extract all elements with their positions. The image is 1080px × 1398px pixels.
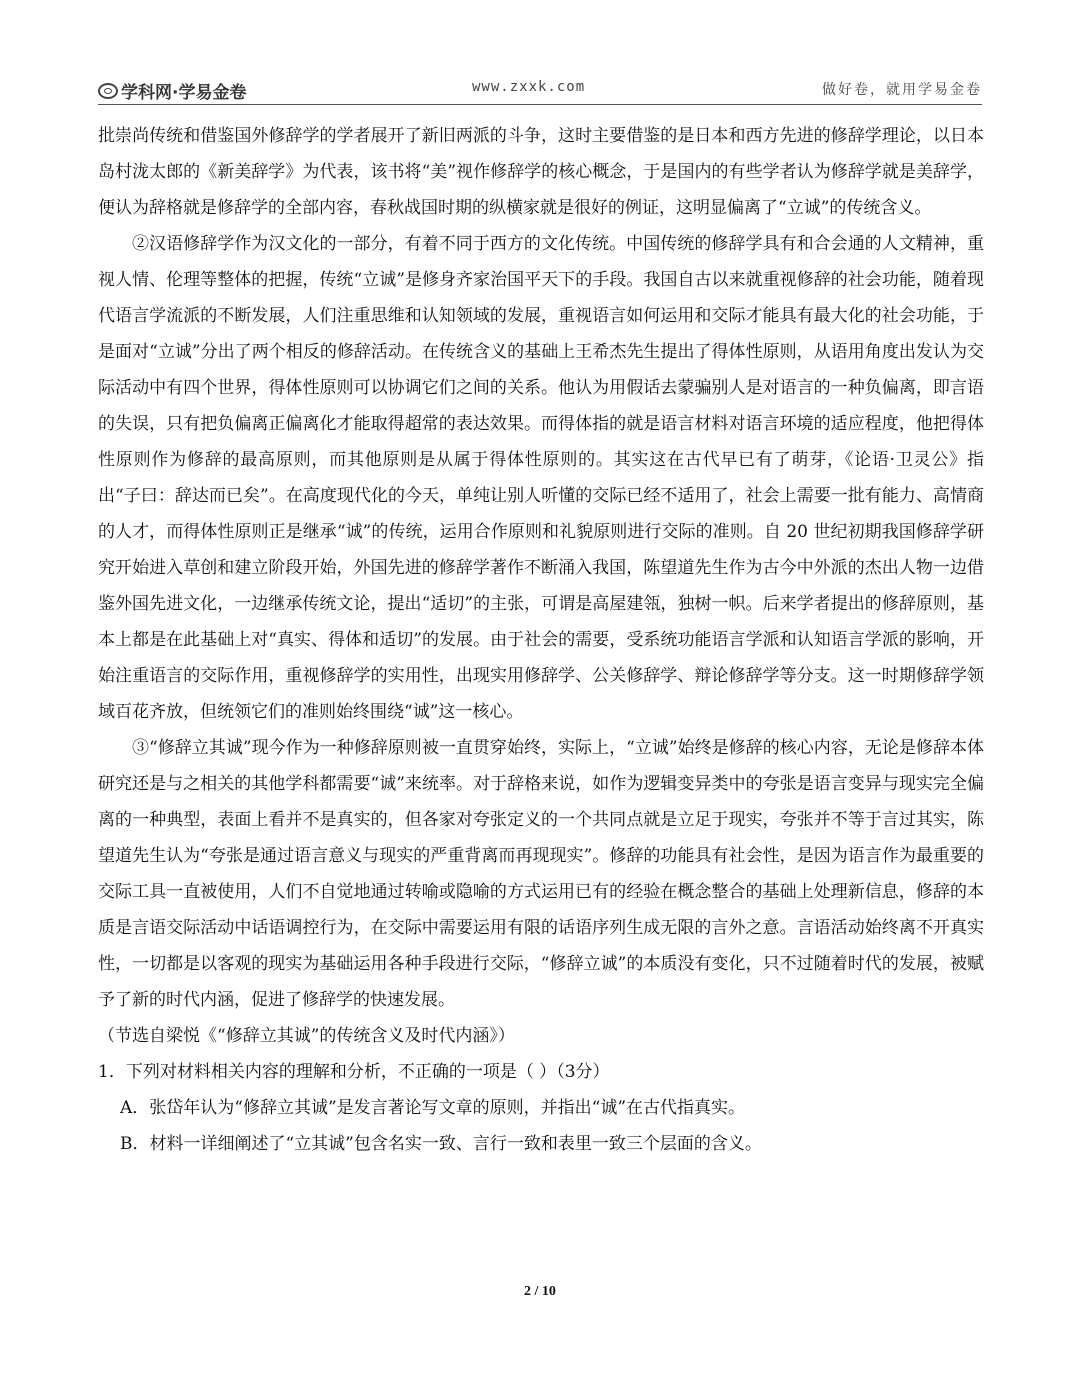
page-header [98,70,982,108]
page-number: 2 / 10 [524,1284,556,1299]
document-body [98,118,984,1162]
paragraph-2: ②汉语修辞学作为汉文化的一部分，有着不同于西方的文化传统。中国传统的修辞学具有和合会通的人文精神，重视人情、伦理等整体的把握，传统“立诚”是修身齐家治国平天下的手段。我国自古以来就重视修辞的社会功能，随着现代语言学流派的不断发展，人们注重思维和认知领域的发展，重视语言如何运用和交际才能具有最大化的社会功能，于是面对“立诚”分出了两个相反的修辞活动。在传统含义的基础上王希杰先生提出了得体性原则，从语用角度出发认为交际活动中有四个世界，得体性原则可以协调它们之间的关系。他认为用假话去蒙骗别人是对语言的一种负偏离，即言语的失误，只有把负偏离正偏离化才能取得超常的表达效果。而得体指的就是语言材料对语言环境的适应程度，他把得体性原则作为修辞的最高原则，而其他原则是从属于得体性原则的。其实这在古代早已有了萌芽，《论语·卫灵公》指出“子曰：辞达而已矣”。在高度现代化的今天，单纯让别人听懂的交际已经不适用了，社会上需要一批有能力、高情商的人才，而得体性原则正是继承“诚”的传统，运用合作原则和礼貌原则进行交际的准则。自 20 世纪初期我国修辞学研究开始进入草创和建立阶段开始，外国先进的修辞学著作不断涌入我国，陈望道先生作为古今中外派的杰出人物一边借鉴外国先进文化，一边继承传统文论，提出“适切”的主张，可谓是高屋建瓴，独树一帜。后来学者提出的修辞原则，基本上都是在此基础上对“真实、得体和适切”的发展。由于社会的需要，受系统功能语言学派和认知语言学派的影响，开始注重语言的交际作用，重视修辞学的实用性，出现实用修辞学、公关修辞学、辩论修辞学等分支。这一时期修辞学领域百花齐放，但统领它们的准则始终围绕“诚”这一核心。 [98,234,984,722]
option-b: B．材料一详细阐述了“立其诚”包含名实一致、言行一致和表里一致三个层面的含义。 [120,1134,762,1154]
header-slogan: 做好卷，就用学易金卷 [822,82,982,98]
header-url: www.zxxk.com [472,79,586,95]
paragraph-3: ③“修辞立其诚”现今作为一种修辞原则被一直贯穿始终，实际上，“立诚”始终是修辞的核心内容，无论是修辞本体研究还是与之相关的其他学科都需要“诚”来统率。对于辞格来说，如作为逻辑变异类中的夸张是语言变异与现实完全偏离的一种典型，表面上看并不是真实的，但各家对夸张定义的一个共同点就是立足于现实，夸张并不等于言过其实，陈望道先生认为“夸张是通过语言意义与现实的严重背离而再现现实”。修辞的功能具有社会性，是因为语言作为最重要的交际工具一直被使用，人们不自觉地通过转喻或隐喻的方式运用已有的经验在概念整合的基础上处理新信息，修辞的本质是言语交际活动中话语调控行为，在交际中需要运用有限的话语序列生成无限的言外之意。言语活动始终离不开真实性，一切都是以客观的现实为基础运用各种手段进行交际，“修辞立诚”的本质没有变化，只不过随着时代的发展，被赋予了新的时代内涵，促进了修辞学的快速发展。 [98,738,984,1010]
logo-text: 学科网·学易金卷 [121,83,247,103]
logo-icon [98,83,118,99]
header-divider [98,104,982,105]
publisher-logo [98,78,246,103]
option-a: A．张岱年认为“修辞立其诚”是发言著论写文章的原则，并指出“诚”在古代指真实。 [120,1098,746,1118]
question-stem: 1．下列对材料相关内容的理解和分析，不正确的一项是（ ）（3分） [98,1062,610,1082]
paragraph-continued: 批崇尚传统和借鉴国外修辞学的学者展开了新旧两派的斗争，这时主要借鉴的是日本和西方先进的修辞学理论，以日本岛村泷太郎的《新美辞学》为代表，该书将“美”视作修辞学的核心概念，于是国内的有些学者认为修辞学就是美辞学，便认为辞格就是修辞学的全部内容，春秋战国时期的纵横家就是很好的例证，这明显偏离了“立诚”的传统含义。 [98,126,984,218]
source-citation: （节选自梁悦《“修辞立其诚”的传统含义及时代内涵》） [98,1026,515,1046]
